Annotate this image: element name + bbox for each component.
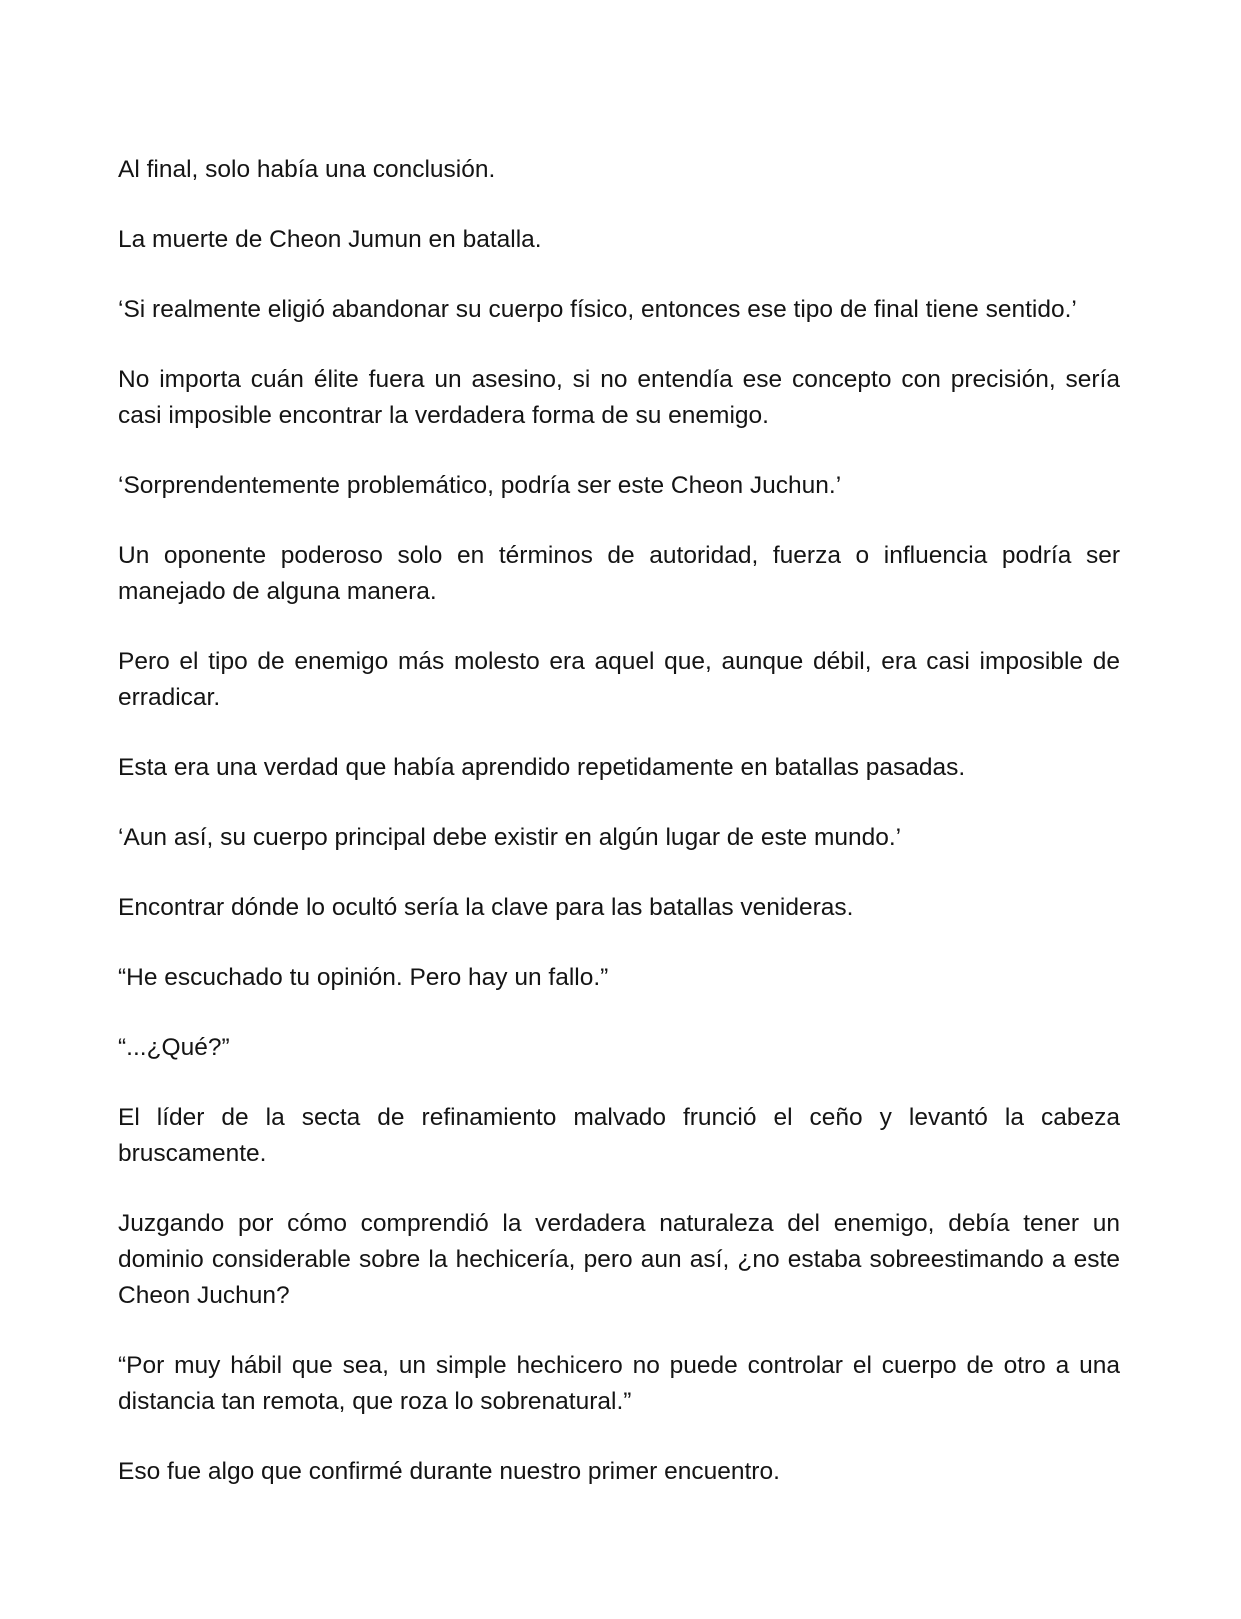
paragraph-15: “Por muy hábil que sea, un simple hechicero no puede controlar el cuerpo de otro a una distancia tan remota, que roza lo sobrenatural.” xyxy=(118,1352,1120,1415)
paragraph-2: La muerte de Cheon Jumun en batalla. xyxy=(118,226,542,253)
paragraph-16: Eso fue algo que confirmé durante nuestro primer encuentro. xyxy=(118,1458,780,1485)
paragraph-4: No importa cuán élite fuera un asesino, si no entendía ese concepto con precisión, sería casi imposible encontrar la verdadera forma de su enemigo. xyxy=(118,366,1120,429)
paragraph-11: “He escuchado tu opinión. Pero hay un fallo.” xyxy=(118,964,609,991)
paragraph-10: Encontrar dónde lo ocultó sería la clave para las batallas venideras. xyxy=(118,894,854,921)
paragraph-8: Esta era una verdad que había aprendido repetidamente en batallas pasadas. xyxy=(118,754,966,781)
paragraph-6: Un oponente poderoso solo en términos de autoridad, fuerza o influencia podría ser manejado de alguna manera. xyxy=(118,542,1120,605)
document-body xyxy=(118,152,1120,1524)
paragraph-3: ‘Si realmente eligió abandonar su cuerpo físico, entonces ese tipo de final tiene sentido.’ xyxy=(118,296,1077,323)
paragraph-12: “...¿Qué?” xyxy=(118,1034,230,1061)
paragraph-13: El líder de la secta de refinamiento malvado frunció el ceño y levantó la cabeza bruscamente. xyxy=(118,1104,1120,1167)
paragraph-5: ‘Sorprendentemente problemático, podría ser este Cheon Juchun.’ xyxy=(118,472,842,499)
paragraph-14: Juzgando por cómo comprendió la verdadera naturaleza del enemigo, debía tener un dominio considerable sobre la hechicería, pero aun así, ¿no estaba sobreestimando a este Cheon Juchun? xyxy=(118,1210,1120,1309)
paragraph-7: Pero el tipo de enemigo más molesto era aquel que, aunque débil, era casi imposible de erradicar. xyxy=(118,648,1120,711)
paragraph-1: Al final, solo había una conclusión. xyxy=(118,156,496,183)
paragraph-9: ‘Aun así, su cuerpo principal debe existir en algún lugar de este mundo.’ xyxy=(118,824,902,851)
